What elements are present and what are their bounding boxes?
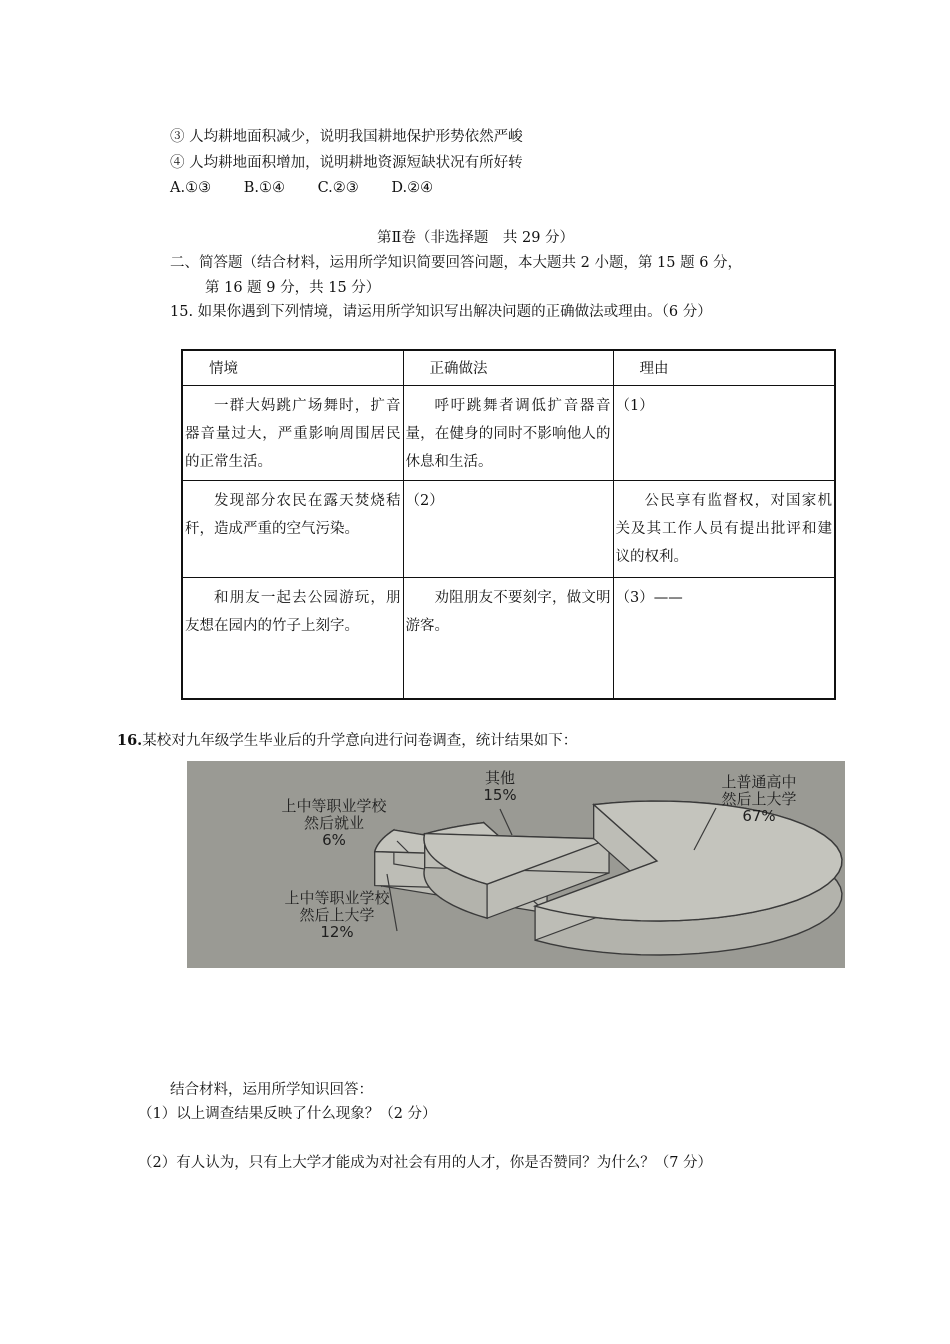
row3-situation: 和朋友一起去公园游玩，朋友想在园内的竹子上刻字。 [182,578,403,700]
table-row [182,578,835,700]
question-16-text: 某校对九年级学生毕业后的升学意向进行问卷调查，统计结果如下： [142,733,578,749]
section-heading-line1: 二、简答题（结合材料，运用所学知识简要回答问题，本大题共 2 小题，第 15 题 6 分， [170,255,743,271]
pie-label-0: 上普通高中然后上大学 67% [721,773,797,825]
row3-reason: （3）—— [613,578,835,700]
q16-sub2: （2）有人认为，只有上大学才能成为对社会有用的人才，你是否赞同？为什么？（7 分） [138,1155,713,1171]
table-header-row [182,350,835,386]
option-item-3: ③ 人均耕地面积减少，说明我国耕地保护形势依然严峻 [170,129,523,145]
row1-reason: （1） [613,386,835,481]
choice-b: B.①④ [243,180,285,196]
situation-table [181,349,836,700]
section-heading-line2: 第 16 题 9 分，共 15 分） [205,280,381,296]
choice-c: C.②③ [317,180,359,196]
table-row [182,386,835,481]
volume-title: 第Ⅱ卷（非选择题 共 29 分） [377,230,575,246]
choice-d: D.②④ [391,180,434,196]
pie-label-2: 上中等职业学校然后就业 6% [281,797,387,849]
table-row [182,481,835,578]
question-15-prompt: 15. 如果你遇到下列情境，请运用所学知识写出解决问题的正确做法或理由。（6 分） [170,304,712,320]
row2-situation: 发现部分农民在露天焚烧秸秆，造成严重的空气污染。 [182,481,403,578]
survey-pie-chart [187,761,845,968]
row2-reason: 公民享有监督权，对国家机关及其工作人员有提出批评和建议的权利。 [613,481,835,578]
pie-chart-svg [187,761,845,968]
header-situation: 情境 [182,350,403,386]
question-16-number: 16. [117,732,143,749]
option-item-4: ④ 人均耕地面积增加，说明耕地资源短缺状况有所好转 [170,155,523,171]
leader-line-1 [500,809,512,835]
row1-action: 呼吁跳舞者调低扩音器音量，在健身的同时不影响他人的休息和生活。 [403,386,613,481]
q16-intro: 结合材料，运用所学知识回答： [170,1082,373,1098]
header-action: 正确做法 [403,350,613,386]
pie-label-1: 其他 15% [483,769,517,804]
question-16-prompt [117,731,577,751]
row1-situation: 一群大妈跳广场舞时，扩音器音量过大，严重影响周围居民的正常生活。 [182,386,403,481]
answer-choices [170,178,461,198]
choice-a: A.①③ [170,180,212,196]
pie-label-3: 上中等职业学校然后上大学 12% [284,889,390,941]
row2-action: （2） [403,481,613,578]
row3-action: 劝阻朋友不要刻字，做文明游客。 [403,578,613,700]
q16-sub1: （1）以上调查结果反映了什么现象？（2 分） [138,1106,437,1122]
header-reason: 理由 [613,350,835,386]
